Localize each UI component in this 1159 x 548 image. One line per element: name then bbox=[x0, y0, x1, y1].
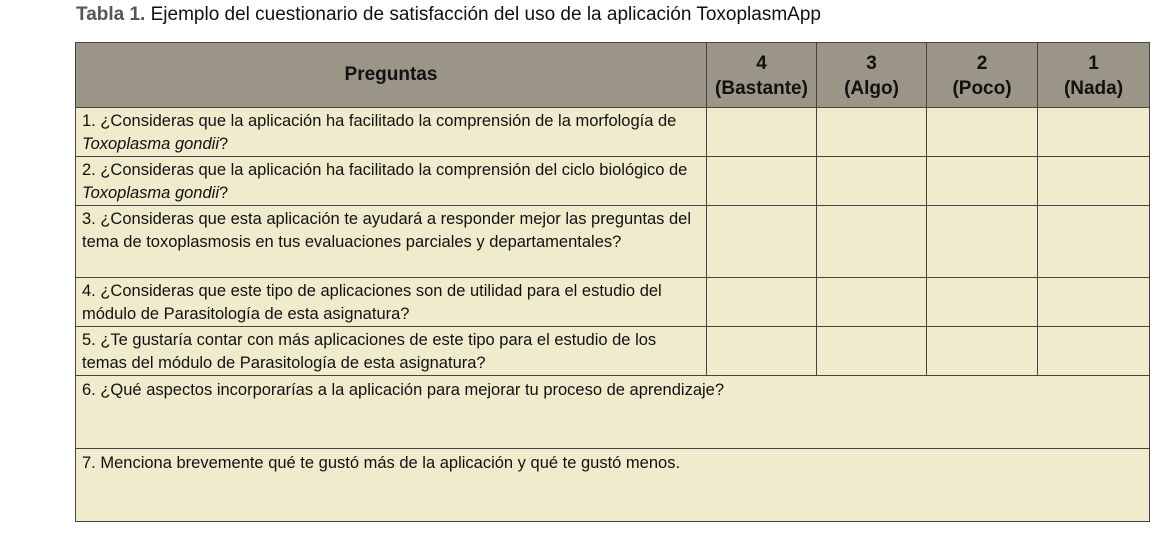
answer-cell-2[interactable] bbox=[927, 157, 1038, 206]
answer-cell-4[interactable] bbox=[707, 157, 817, 206]
answer-cell-2[interactable] bbox=[927, 327, 1038, 376]
question-3: 3. ¿Consideras que esta aplicación te ayudará a responder mejor las preguntas del tema de toxoplasmosis en tus evaluaciones parciales y departamentales? bbox=[76, 206, 707, 278]
question-7[interactable]: 7. Menciona brevemente qué te gustó más de la aplicación y qué te gustó menos. bbox=[76, 449, 1150, 522]
answer-cell-1[interactable] bbox=[1038, 327, 1150, 376]
option-number: 4 bbox=[756, 53, 767, 74]
species-name: Toxoplasma gondii bbox=[82, 134, 219, 153]
table-row bbox=[76, 108, 1150, 157]
caption-text: Ejemplo del cuestionario de satisfacción del uso de la aplicación ToxoplasmApp bbox=[145, 4, 821, 25]
question-2: 2. ¿Consideras que la aplicación ha facilitado la comprensión del ciclo biológico de Toxoplasma gondii? bbox=[76, 157, 707, 206]
table-row bbox=[76, 376, 1150, 449]
answer-cell-4[interactable] bbox=[707, 278, 817, 327]
header-questions: Preguntas bbox=[76, 43, 707, 108]
species-name: Toxoplasma gondii bbox=[82, 183, 219, 202]
table-row bbox=[76, 449, 1150, 522]
answer-cell-2[interactable] bbox=[927, 278, 1038, 327]
option-number: 1 bbox=[1088, 53, 1099, 74]
question-4: 4. ¿Consideras que este tipo de aplicaciones son de utilidad para el estudio del módulo de Parasitología de esta asignatura? bbox=[76, 278, 707, 327]
table-row bbox=[76, 206, 1150, 278]
option-label: (Poco) bbox=[952, 78, 1012, 99]
header-row bbox=[76, 43, 1150, 108]
question-1: 1. ¿Consideras que la aplicación ha facilitado la comprensión de la morfología de Toxoplasma gondii? bbox=[76, 108, 707, 157]
table-row bbox=[76, 278, 1150, 327]
answer-cell-3[interactable] bbox=[817, 108, 927, 157]
header-option-3 bbox=[817, 43, 927, 108]
question-5: 5. ¿Te gustaría contar con más aplicaciones de este tipo para el estudio de los temas del módulo de Parasitología de esta asignatura? bbox=[76, 327, 707, 376]
answer-cell-3[interactable] bbox=[817, 327, 927, 376]
answer-cell-1[interactable] bbox=[1038, 157, 1150, 206]
header-option-1 bbox=[1038, 43, 1150, 108]
satisfaction-questionnaire-table bbox=[75, 42, 1150, 522]
header-option-4 bbox=[707, 43, 817, 108]
table-caption bbox=[76, 4, 821, 26]
answer-cell-2[interactable] bbox=[927, 206, 1038, 278]
answer-cell-4[interactable] bbox=[707, 108, 817, 157]
table-row bbox=[76, 327, 1150, 376]
option-number: 2 bbox=[976, 53, 988, 74]
header-option-2 bbox=[927, 43, 1038, 108]
caption-label: Tabla 1. bbox=[76, 4, 146, 25]
answer-cell-1[interactable] bbox=[1038, 108, 1150, 157]
option-label: (Algo) bbox=[844, 78, 899, 99]
option-label: (Nada) bbox=[1063, 78, 1124, 99]
table-row bbox=[76, 157, 1150, 206]
answer-cell-4[interactable] bbox=[707, 206, 817, 278]
answer-cell-2[interactable] bbox=[927, 108, 1038, 157]
answer-cell-3[interactable] bbox=[817, 157, 927, 206]
answer-cell-1[interactable] bbox=[1038, 278, 1150, 327]
option-number: 3 bbox=[866, 53, 877, 74]
answer-cell-1[interactable] bbox=[1038, 206, 1150, 278]
option-label: (Bastante) bbox=[715, 78, 808, 99]
question-6[interactable]: 6. ¿Qué aspectos incorporarías a la aplicación para mejorar tu proceso de aprendizaje? bbox=[76, 376, 1150, 449]
answer-cell-3[interactable] bbox=[817, 278, 927, 327]
answer-cell-3[interactable] bbox=[817, 206, 927, 278]
answer-cell-4[interactable] bbox=[707, 327, 817, 376]
